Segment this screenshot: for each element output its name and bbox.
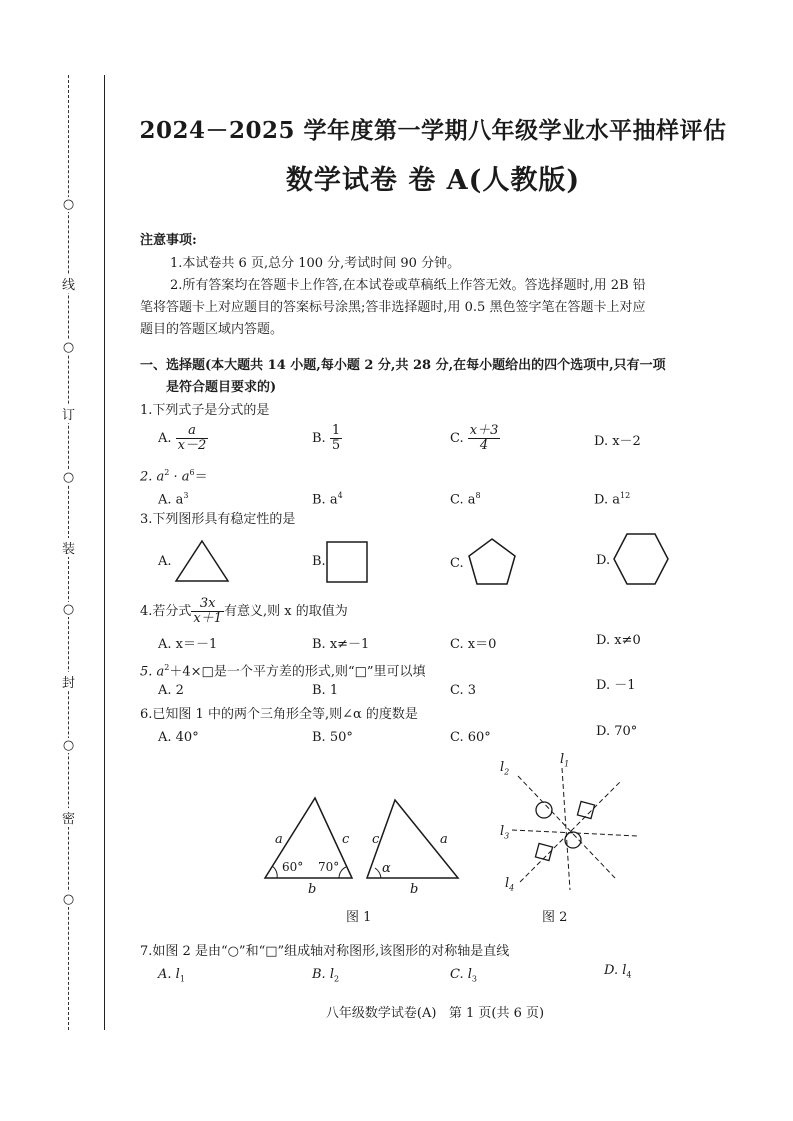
fig1-t1-angle-left: 60° bbox=[282, 860, 304, 874]
fraction bbox=[191, 597, 224, 626]
fig2-l2-label bbox=[500, 760, 509, 781]
notice-item-2-line-1: 2.所有答案均在答题卡上作答,在本试卷或草稿纸上作答无效。答选择题时,用 2B 铅 bbox=[170, 278, 646, 293]
subscript: 1 bbox=[179, 974, 185, 984]
exam-title: 2024－2025 学年度第一学期八年级学业水平抽样评估 bbox=[139, 117, 727, 144]
fig1-t1-angle-right: 70° bbox=[318, 860, 340, 874]
q6-option-c: C. 60° bbox=[450, 730, 491, 745]
line-name: l bbox=[500, 760, 505, 775]
numerator: 3x bbox=[191, 597, 224, 612]
fraction bbox=[176, 424, 209, 453]
option-text: D. a bbox=[594, 492, 620, 508]
exponent: 12 bbox=[619, 491, 631, 500]
fraction bbox=[468, 424, 501, 453]
q2-option-d bbox=[594, 488, 630, 508]
option-text: C. l bbox=[450, 967, 472, 982]
stem-text: 4.若分式 bbox=[140, 604, 192, 619]
numerator: 1 bbox=[331, 423, 341, 438]
denominator: 5 bbox=[331, 438, 341, 453]
subscript: 4 bbox=[626, 970, 632, 980]
option-text: A. a bbox=[158, 492, 184, 508]
triangle-shape bbox=[174, 538, 230, 584]
line-name: l bbox=[560, 752, 565, 767]
q6-option-a: A. 40° bbox=[158, 730, 199, 745]
margin-circle: ○ bbox=[62, 197, 75, 212]
q5-option-b: B. 1 bbox=[312, 683, 339, 698]
q2-option-b bbox=[312, 488, 343, 508]
notice-item-2-line-3: 题目的答题区域内答题。 bbox=[140, 322, 284, 337]
fig1-t2-angle-alpha: α bbox=[382, 861, 391, 876]
margin-circle: ○ bbox=[62, 892, 75, 907]
line-name: l bbox=[500, 824, 505, 839]
question-6-stem: 6.已知图 1 中的两个三角形全等,则∠α 的度数是 bbox=[140, 707, 418, 722]
stem-text: 有意义,则 x 的取值为 bbox=[224, 604, 348, 619]
numerator: x＋3 bbox=[469, 423, 499, 438]
figure-1-triangles bbox=[255, 788, 470, 898]
q6-option-d: D. 70° bbox=[596, 724, 638, 739]
q7-option-a bbox=[158, 967, 185, 988]
q4-option-a: A. x＝－1 bbox=[158, 637, 218, 652]
option-text: D. l bbox=[604, 963, 627, 978]
option-label: C. bbox=[450, 431, 464, 446]
denominator: x－2 bbox=[177, 438, 207, 453]
q5-option-a: A. 2 bbox=[158, 683, 184, 698]
question-5-stem bbox=[140, 660, 426, 680]
subscript: 2 bbox=[504, 767, 510, 777]
section-1-heading-cont: 是符合题目要求的) bbox=[166, 380, 277, 395]
notice-item-1: 1.本试卷共 6 页,总分 100 分,考试时间 90 分钟。 bbox=[170, 256, 461, 271]
exponent: 4 bbox=[337, 491, 343, 500]
fig1-t2-side-b: b bbox=[410, 882, 419, 897]
fig2-l3-label bbox=[500, 824, 509, 845]
option-text: B. a bbox=[312, 492, 338, 508]
q7-option-d bbox=[604, 963, 631, 984]
margin-char-mi: 密 bbox=[61, 808, 76, 827]
q5-option-d: D. －1 bbox=[596, 678, 636, 693]
q3-option-b-label: B. bbox=[312, 554, 326, 569]
line-name: l bbox=[505, 876, 510, 891]
base: · a bbox=[169, 469, 190, 485]
page-footer: 八年级数学试卷(A) 第 1 页(共 6 页) bbox=[325, 1006, 545, 1021]
exponent: 2 bbox=[164, 663, 170, 672]
base: 2. a bbox=[140, 469, 165, 485]
subscript: 2 bbox=[333, 974, 340, 984]
question-7-stem: 7.如图 2 是由“○”和“□”组成轴对称图形,该图形的对称轴是直线 bbox=[140, 944, 510, 959]
stem-text: ＋4×□是一个平方差的形式,则“□”里可以填 bbox=[169, 664, 426, 680]
subscript: 4 bbox=[509, 883, 515, 893]
margin-circle: ○ bbox=[62, 738, 75, 753]
numerator: a bbox=[176, 424, 209, 439]
q4-option-b: B. x≠－1 bbox=[312, 637, 370, 652]
margin-circle: ○ bbox=[62, 470, 75, 485]
fraction bbox=[330, 424, 342, 453]
fig1-t2-side-a: a bbox=[440, 832, 448, 847]
square-shape bbox=[326, 541, 368, 583]
question-1-stem: 1.下列式子是分式的是 bbox=[140, 403, 270, 418]
q3-option-d-label: D. bbox=[596, 553, 611, 568]
exponent: 3 bbox=[183, 491, 189, 500]
fig1-t1-side-c: c bbox=[342, 832, 350, 847]
margin-char-xian: 线 bbox=[61, 274, 76, 293]
fig2-l1-label bbox=[560, 752, 569, 773]
figure-1-caption: 图 1 bbox=[346, 910, 372, 925]
q4-option-d: D. x≠0 bbox=[596, 633, 641, 648]
pentagon-shape bbox=[466, 536, 518, 588]
fig1-t1-side-b: b bbox=[308, 882, 317, 897]
q4-option-c: C. x＝0 bbox=[450, 637, 497, 652]
denominator: 4 bbox=[479, 438, 489, 453]
section-1-heading: 一、选择题(本大题共 14 小题,每小题 2 分,共 28 分,在每小题给出的四个选项中,只有一项 bbox=[140, 358, 666, 373]
q1-option-a bbox=[158, 424, 208, 453]
margin-char-ding: 订 bbox=[61, 404, 76, 423]
q3-option-c-label: C. bbox=[450, 556, 464, 571]
equals: ＝ bbox=[194, 469, 208, 485]
option-label: B. bbox=[312, 431, 326, 446]
notice-heading: 注意事项: bbox=[140, 233, 197, 248]
option-text: B. l bbox=[312, 967, 334, 982]
base: 5. a bbox=[140, 664, 165, 680]
margin-char-zhuang: 装 bbox=[61, 538, 76, 557]
margin-char-feng: 封 bbox=[61, 672, 76, 691]
q2-option-a bbox=[158, 488, 189, 508]
denominator: x＋1 bbox=[193, 611, 223, 626]
q1-option-c bbox=[450, 424, 500, 453]
q6-option-b: B. 50° bbox=[312, 730, 353, 745]
option-label: A. bbox=[158, 431, 172, 446]
question-4-stem bbox=[140, 597, 348, 626]
fig1-t2-side-c: c bbox=[372, 832, 380, 847]
q1-option-d: D. x－2 bbox=[594, 434, 641, 449]
q5-option-c: C. 3 bbox=[450, 683, 477, 698]
q1-option-b bbox=[312, 424, 342, 453]
question-3-stem: 3.下列图形具有稳定性的是 bbox=[140, 512, 296, 527]
fig2-l4-label bbox=[505, 876, 514, 897]
option-text: A. l bbox=[158, 967, 180, 982]
binding-solid-line bbox=[104, 75, 105, 1030]
margin-circle: ○ bbox=[62, 602, 75, 617]
subscript: 3 bbox=[504, 831, 510, 841]
q2-option-c bbox=[450, 488, 481, 508]
subscript: 1 bbox=[564, 759, 570, 769]
notice-item-2-line-2: 笔将答题卡上对应题目的答案标号涂黑;答非选择题时,用 0.5 黑色签字笔在答题卡上对应 bbox=[140, 300, 646, 315]
question-2-stem bbox=[140, 465, 208, 485]
hexagon-shape bbox=[612, 532, 670, 586]
option-text: C. a bbox=[450, 492, 476, 508]
fig1-t1-side-a: a bbox=[275, 832, 283, 847]
figure-2-caption: 图 2 bbox=[542, 910, 568, 925]
q3-option-a-label: A. bbox=[158, 554, 172, 569]
subscript: 3 bbox=[471, 974, 477, 984]
margin-circle: ○ bbox=[62, 340, 75, 355]
q7-option-b bbox=[312, 967, 339, 988]
exponent: 2 bbox=[164, 468, 170, 477]
exponent: 6 bbox=[189, 468, 195, 477]
q7-option-c bbox=[450, 967, 477, 988]
exam-subtitle: 数学试卷 卷 A(人教版) bbox=[285, 165, 581, 196]
exponent: 8 bbox=[475, 491, 481, 500]
